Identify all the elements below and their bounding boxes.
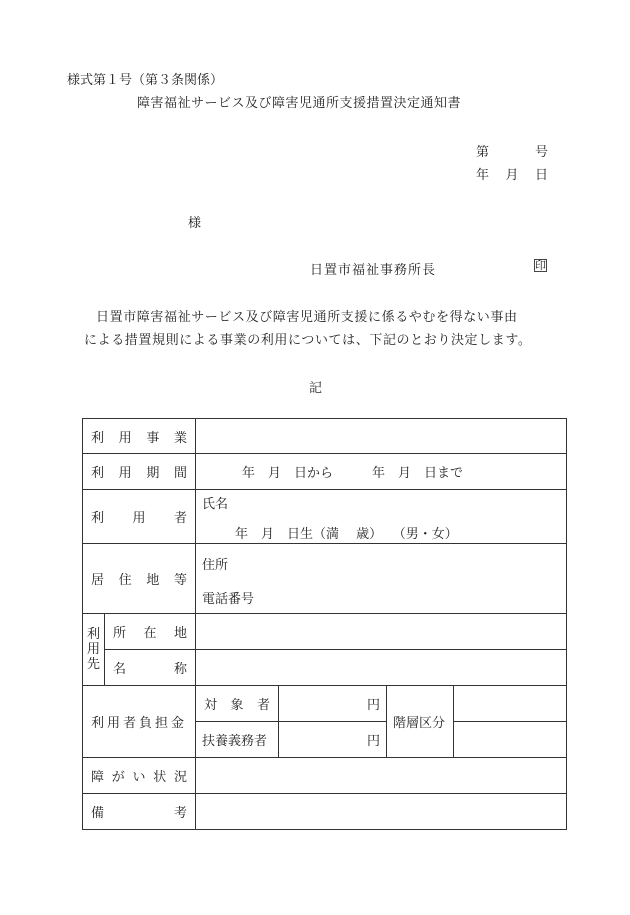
number-go: 号	[534, 145, 548, 160]
kaiso-value-cell-2[interactable]	[454, 722, 567, 758]
label-char: 地	[173, 626, 187, 641]
row-meisho	[83, 650, 567, 686]
number-dai: 第	[476, 145, 490, 160]
kaiso-label: 階層区分	[393, 716, 446, 731]
label-char: 名	[113, 662, 127, 677]
futan-label-cell	[83, 686, 196, 758]
label-char: が	[111, 770, 125, 785]
date-line	[476, 164, 548, 183]
label-char: 業	[173, 430, 187, 446]
phone-label: 電話番号	[202, 592, 255, 607]
riyosha-label-cell	[83, 490, 196, 544]
row-shozaichi	[83, 614, 567, 650]
decision-table	[82, 418, 567, 830]
kyoju-label-cell	[83, 544, 196, 614]
riyosaki-label-cell	[83, 614, 105, 686]
kyoju-value-cell[interactable]	[196, 544, 567, 614]
jigyo-label-cell	[83, 419, 196, 454]
label-char: 期	[146, 466, 160, 481]
jigyo-value-cell[interactable]	[196, 419, 567, 454]
shozaichi-value-cell[interactable]	[196, 614, 567, 650]
label-char: 備	[91, 806, 105, 821]
date-year: 年	[476, 168, 490, 183]
yen-unit: 円	[366, 698, 380, 713]
kikan-value-cell[interactable]	[196, 454, 567, 490]
addressee-honorific: 様	[188, 216, 202, 231]
kaiso-label-cell	[387, 686, 454, 758]
kaiso-value-cell-1[interactable]	[454, 686, 567, 722]
taishosha-amount-cell[interactable]	[279, 686, 387, 722]
label-char: 利	[86, 627, 100, 642]
row-jigyo	[83, 419, 567, 454]
row-kyoju	[83, 544, 567, 614]
label-char: 況	[173, 770, 187, 785]
row-biko	[83, 794, 567, 830]
riyosha-name-label: 氏名	[202, 497, 229, 512]
date-day: 日	[534, 168, 548, 183]
document-number-line	[476, 141, 548, 160]
label-char: 障	[91, 770, 105, 785]
body-text-line-2: による措置規則による事業の利用については、下記のとおり決定します。	[84, 333, 532, 348]
meisho-label-cell	[105, 650, 196, 686]
label-char: 状	[153, 770, 167, 785]
label-char: 地	[146, 573, 160, 588]
label-char: 在	[143, 626, 157, 641]
row-shogai	[83, 758, 567, 794]
fuyo-amount-cell[interactable]	[279, 722, 387, 758]
label-char: 住	[118, 573, 132, 588]
label-char: 用	[118, 466, 132, 481]
label-char: 利	[91, 430, 105, 446]
row-riyosha	[83, 490, 567, 544]
fuyo-label-cell	[196, 722, 279, 758]
sender-name: 日置市福祉事務所長	[310, 263, 437, 278]
shogai-value-cell[interactable]	[196, 758, 567, 794]
label-char: 者	[173, 511, 187, 526]
label-char: 等	[173, 573, 187, 588]
ki-heading: 記	[309, 381, 323, 396]
address-label: 住所	[202, 558, 229, 573]
seal-mark: 印	[535, 259, 546, 272]
label-char: 用	[86, 642, 100, 657]
label-char: 者	[256, 698, 270, 713]
label-char: 居	[91, 573, 105, 588]
futan-label: 利用者負担金	[91, 716, 188, 731]
label-char: 象	[230, 698, 244, 713]
fuyo-label: 扶養義務者	[202, 734, 268, 749]
form-number: 様式第１号（第３条関係）	[67, 73, 224, 88]
label-char: 先	[86, 657, 100, 672]
label-char: 用	[132, 511, 146, 526]
biko-label-cell	[83, 794, 196, 830]
body-text-line-1: 日置市障害福祉サービス及び障害児通所支援に係るやむを得ない事由	[96, 310, 518, 325]
label-char: 利	[91, 466, 105, 481]
label-char: 間	[173, 466, 187, 481]
yen-unit: 円	[366, 734, 380, 749]
riyosha-value-cell[interactable]	[196, 490, 567, 544]
date-month: 月	[505, 168, 519, 183]
label-char: 用	[118, 430, 132, 446]
shogai-label-cell	[83, 758, 196, 794]
meisho-value-cell[interactable]	[196, 650, 567, 686]
label-char: 考	[173, 806, 187, 821]
label-char: 称	[173, 662, 187, 677]
label-char: 利	[91, 511, 105, 526]
kikan-value: 年 月 日から 年 月 日まで	[242, 466, 464, 481]
row-kikan	[83, 454, 567, 490]
kikan-label-cell	[83, 454, 196, 490]
riyosha-birth: 年 月 日生（満 歳） （男・女）	[235, 527, 458, 542]
row-futan-taishosha	[83, 686, 567, 722]
label-char: 事	[146, 430, 160, 446]
taishosha-label-cell	[196, 686, 279, 722]
label-char: 対	[204, 698, 218, 713]
biko-value-cell[interactable]	[196, 794, 567, 830]
label-char: い	[132, 770, 146, 785]
label-char: 所	[113, 626, 127, 641]
shozaichi-label-cell	[105, 614, 196, 650]
document-title: 障害福祉サービス及び障害児通所支援措置決定通知書	[137, 96, 462, 111]
